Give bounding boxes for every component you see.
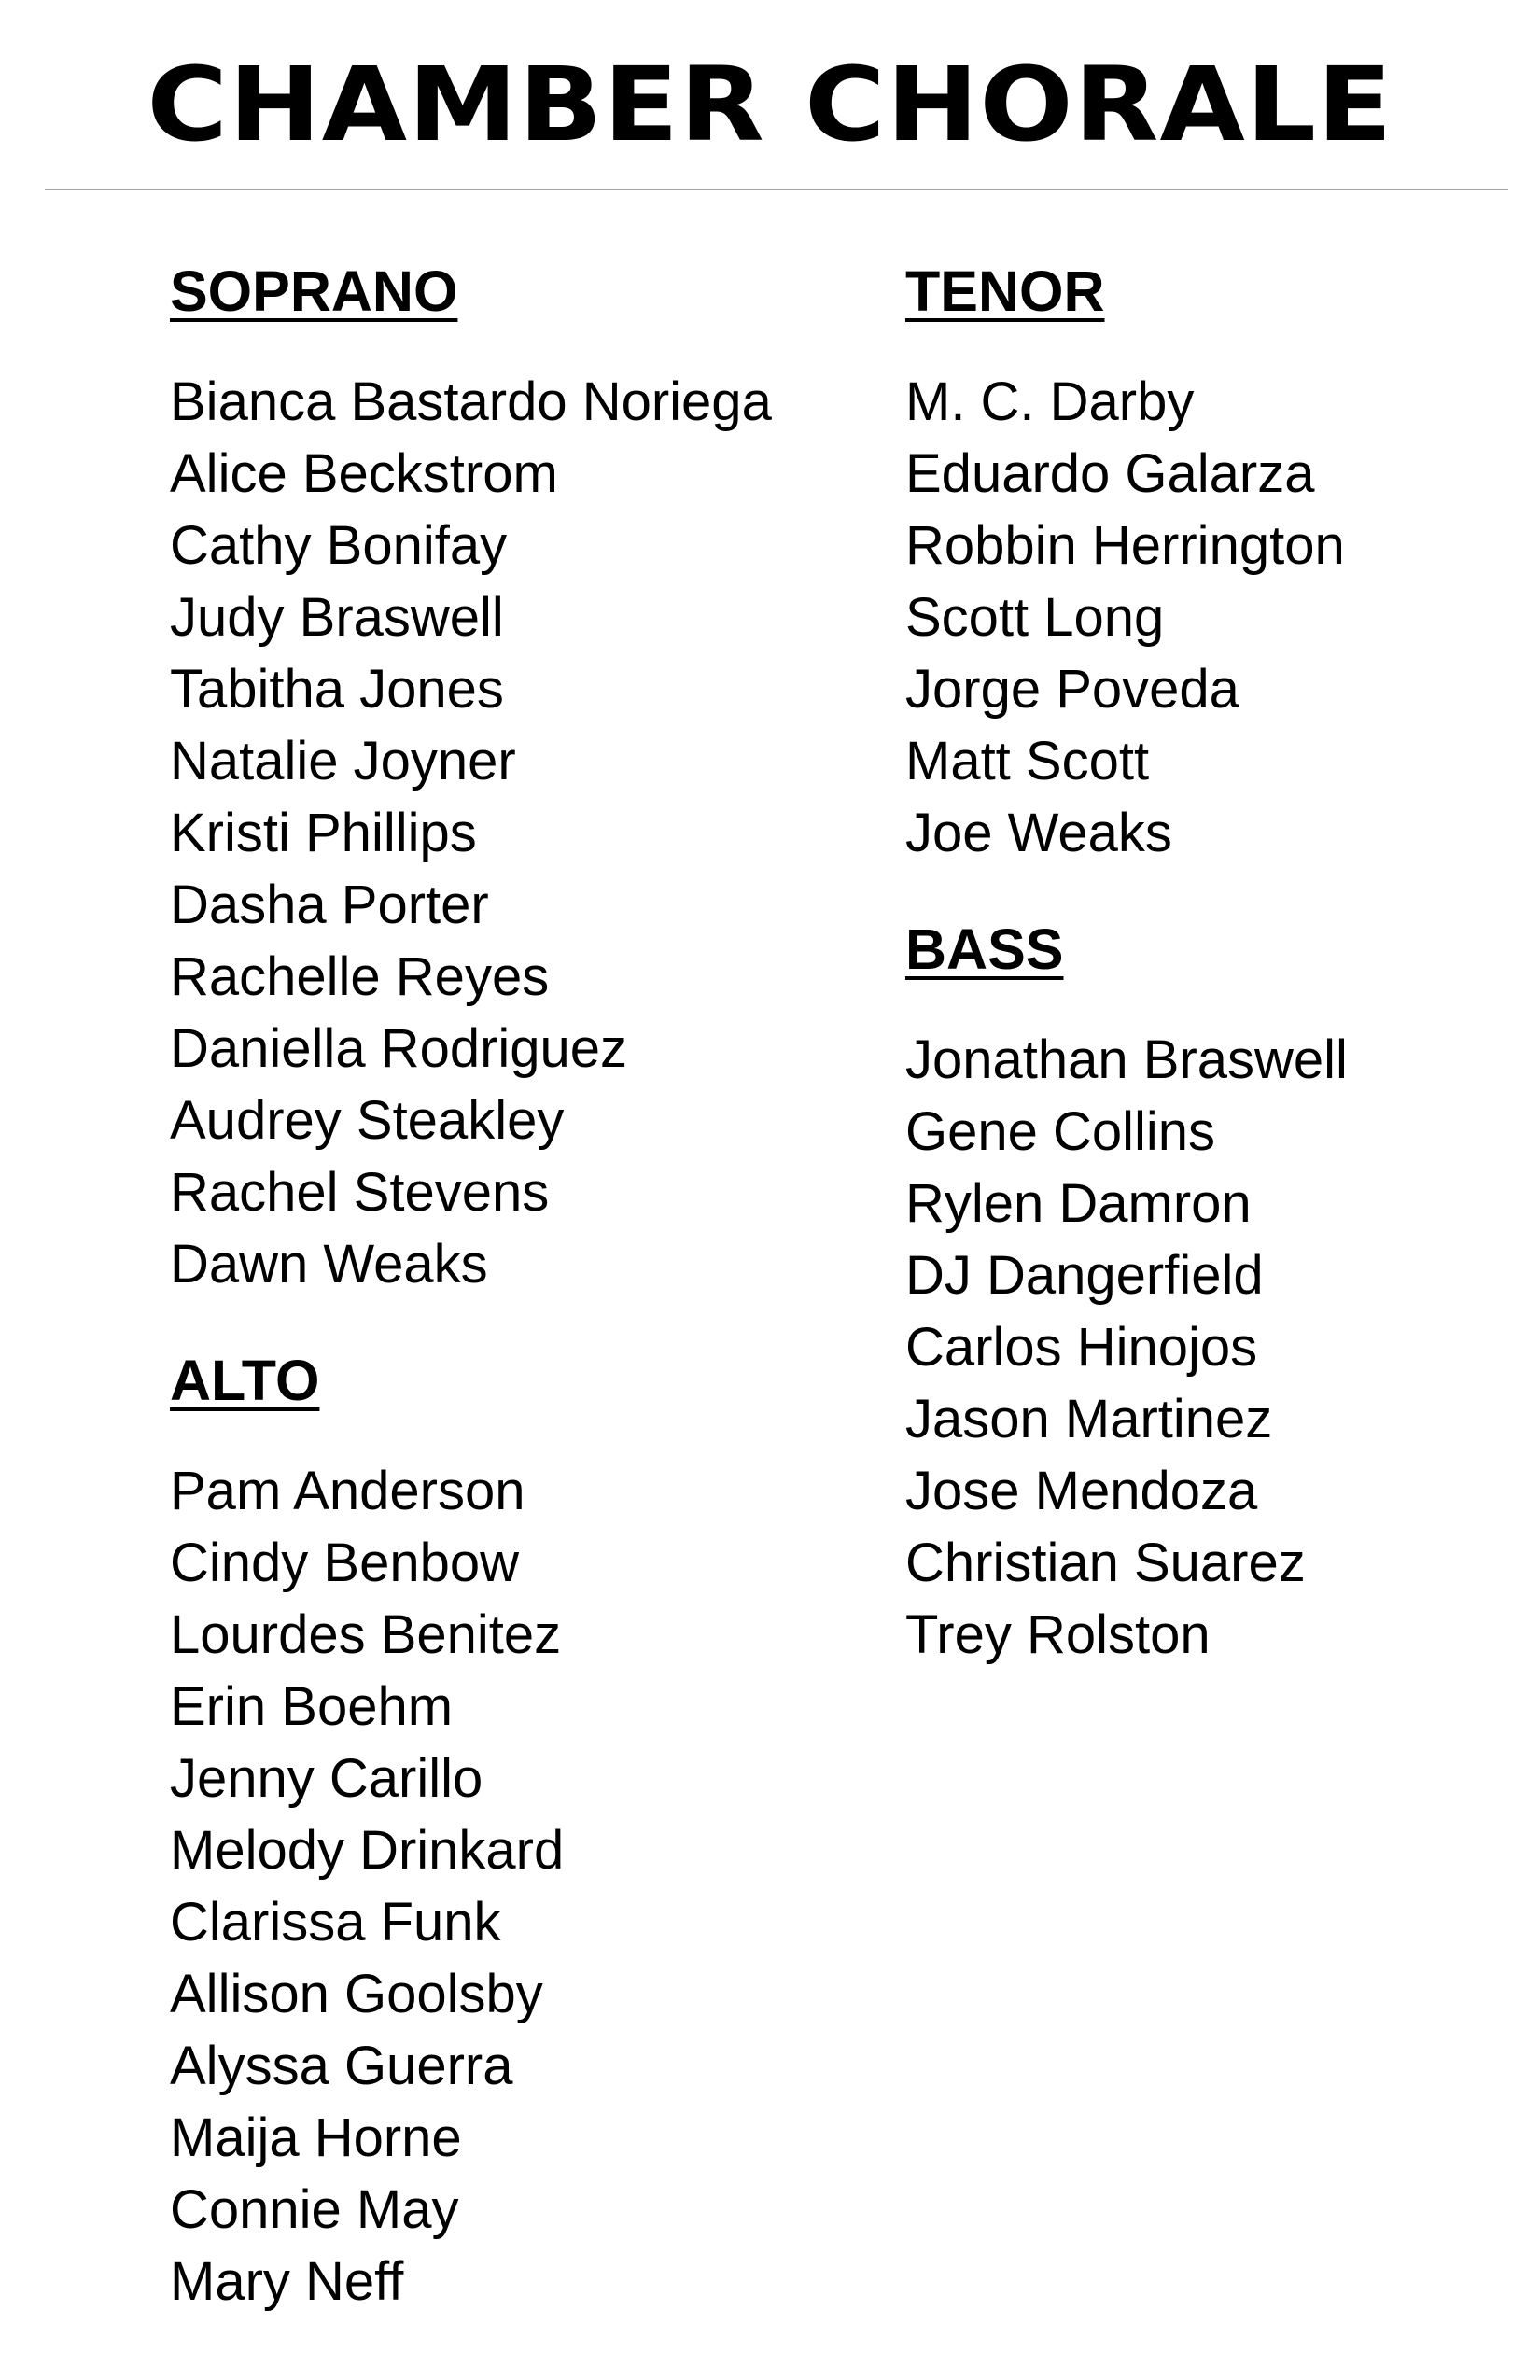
bass-member-name: DJ Dangerfield: [905, 1245, 1264, 1306]
alto-member-name: Lourdes Benitez: [170, 1604, 562, 1665]
tenor-member-name: Eduardo Galarza: [905, 443, 1315, 504]
tenor-member-name: M. C. Darby: [905, 371, 1195, 432]
bass-member-name: Christian Suarez: [905, 1533, 1306, 1593]
soprano-member-name: Dasha Porter: [170, 875, 489, 935]
soprano-member-name: Rachelle Reyes: [170, 946, 550, 1007]
alto-member-name: Clarissa Funk: [170, 1892, 501, 1953]
page-title: CHAMBER CHORALE: [147, 44, 1393, 165]
tenor-name-list: [905, 366, 1503, 869]
alto-member-name: Erin Boehm: [170, 1676, 454, 1737]
tenor-member-name: Jorge Poveda: [905, 659, 1239, 720]
alto-name-list: [170, 1455, 786, 2317]
soprano-section: [170, 254, 786, 1300]
bass-name-list: [905, 1024, 1503, 1671]
alto-member-name: Mary Neff: [170, 2251, 404, 2312]
title-divider: [45, 189, 1508, 190]
alto-member-name: Jenny Carillo: [170, 1748, 483, 1809]
soprano-member-name: Bianca Bastardo Noriega: [170, 371, 772, 432]
soprano-member-name: Kristi Phillips: [170, 803, 477, 863]
soprano-member-name: Tabitha Jones: [170, 659, 504, 720]
tenor-heading: TENOR: [905, 259, 1105, 323]
bass-member-name: Rylen Damron: [905, 1173, 1252, 1234]
bass-member-name: Jonathan Braswell: [905, 1029, 1348, 1090]
soprano-member-name: Natalie Joyner: [170, 731, 516, 791]
soprano-member-name: Judy Braswell: [170, 587, 504, 648]
alto-member-name: Pam Anderson: [170, 1461, 525, 1521]
right-column: [905, 254, 1503, 1671]
soprano-heading: SOPRANO: [170, 259, 458, 323]
tenor-section: [905, 254, 1503, 869]
alto-member-name: Cindy Benbow: [170, 1533, 519, 1593]
bass-member-name: Gene Collins: [905, 1101, 1216, 1162]
soprano-member-name: Alice Beckstrom: [170, 443, 558, 504]
soprano-member-name: Rachel Stevens: [170, 1162, 550, 1223]
soprano-member-name: Dawn Weaks: [170, 1234, 488, 1295]
bass-member-name: Jason Martinez: [905, 1389, 1273, 1449]
soprano-member-name: Audrey Steakley: [170, 1090, 565, 1151]
left-column: [170, 254, 786, 2317]
alto-member-name: Connie May: [170, 2179, 459, 2240]
alto-member-name: Melody Drinkard: [170, 1820, 565, 1881]
tenor-member-name: Scott Long: [905, 587, 1165, 648]
alto-member-name: Maija Horne: [170, 2107, 462, 2168]
bass-member-name: Trey Rolston: [905, 1604, 1211, 1665]
tenor-member-name: Matt Scott: [905, 731, 1150, 791]
tenor-member-name: Joe Weaks: [905, 803, 1172, 863]
alto-section: [170, 1343, 786, 2317]
bass-member-name: Jose Mendoza: [905, 1461, 1258, 1521]
alto-member-name: Alyssa Guerra: [170, 2036, 513, 2096]
tenor-member-name: Robbin Herrington: [905, 515, 1345, 576]
alto-member-name: Allison Goolsby: [170, 1964, 543, 2024]
soprano-name-list: [170, 366, 786, 1300]
soprano-member-name: Cathy Bonifay: [170, 515, 508, 576]
bass-section: [905, 912, 1503, 1671]
alto-heading: ALTO: [170, 1349, 320, 1412]
soprano-member-name: Daniella Rodriguez: [170, 1018, 628, 1079]
bass-heading: BASS: [905, 917, 1064, 981]
bass-member-name: Carlos Hinojos: [905, 1317, 1258, 1378]
